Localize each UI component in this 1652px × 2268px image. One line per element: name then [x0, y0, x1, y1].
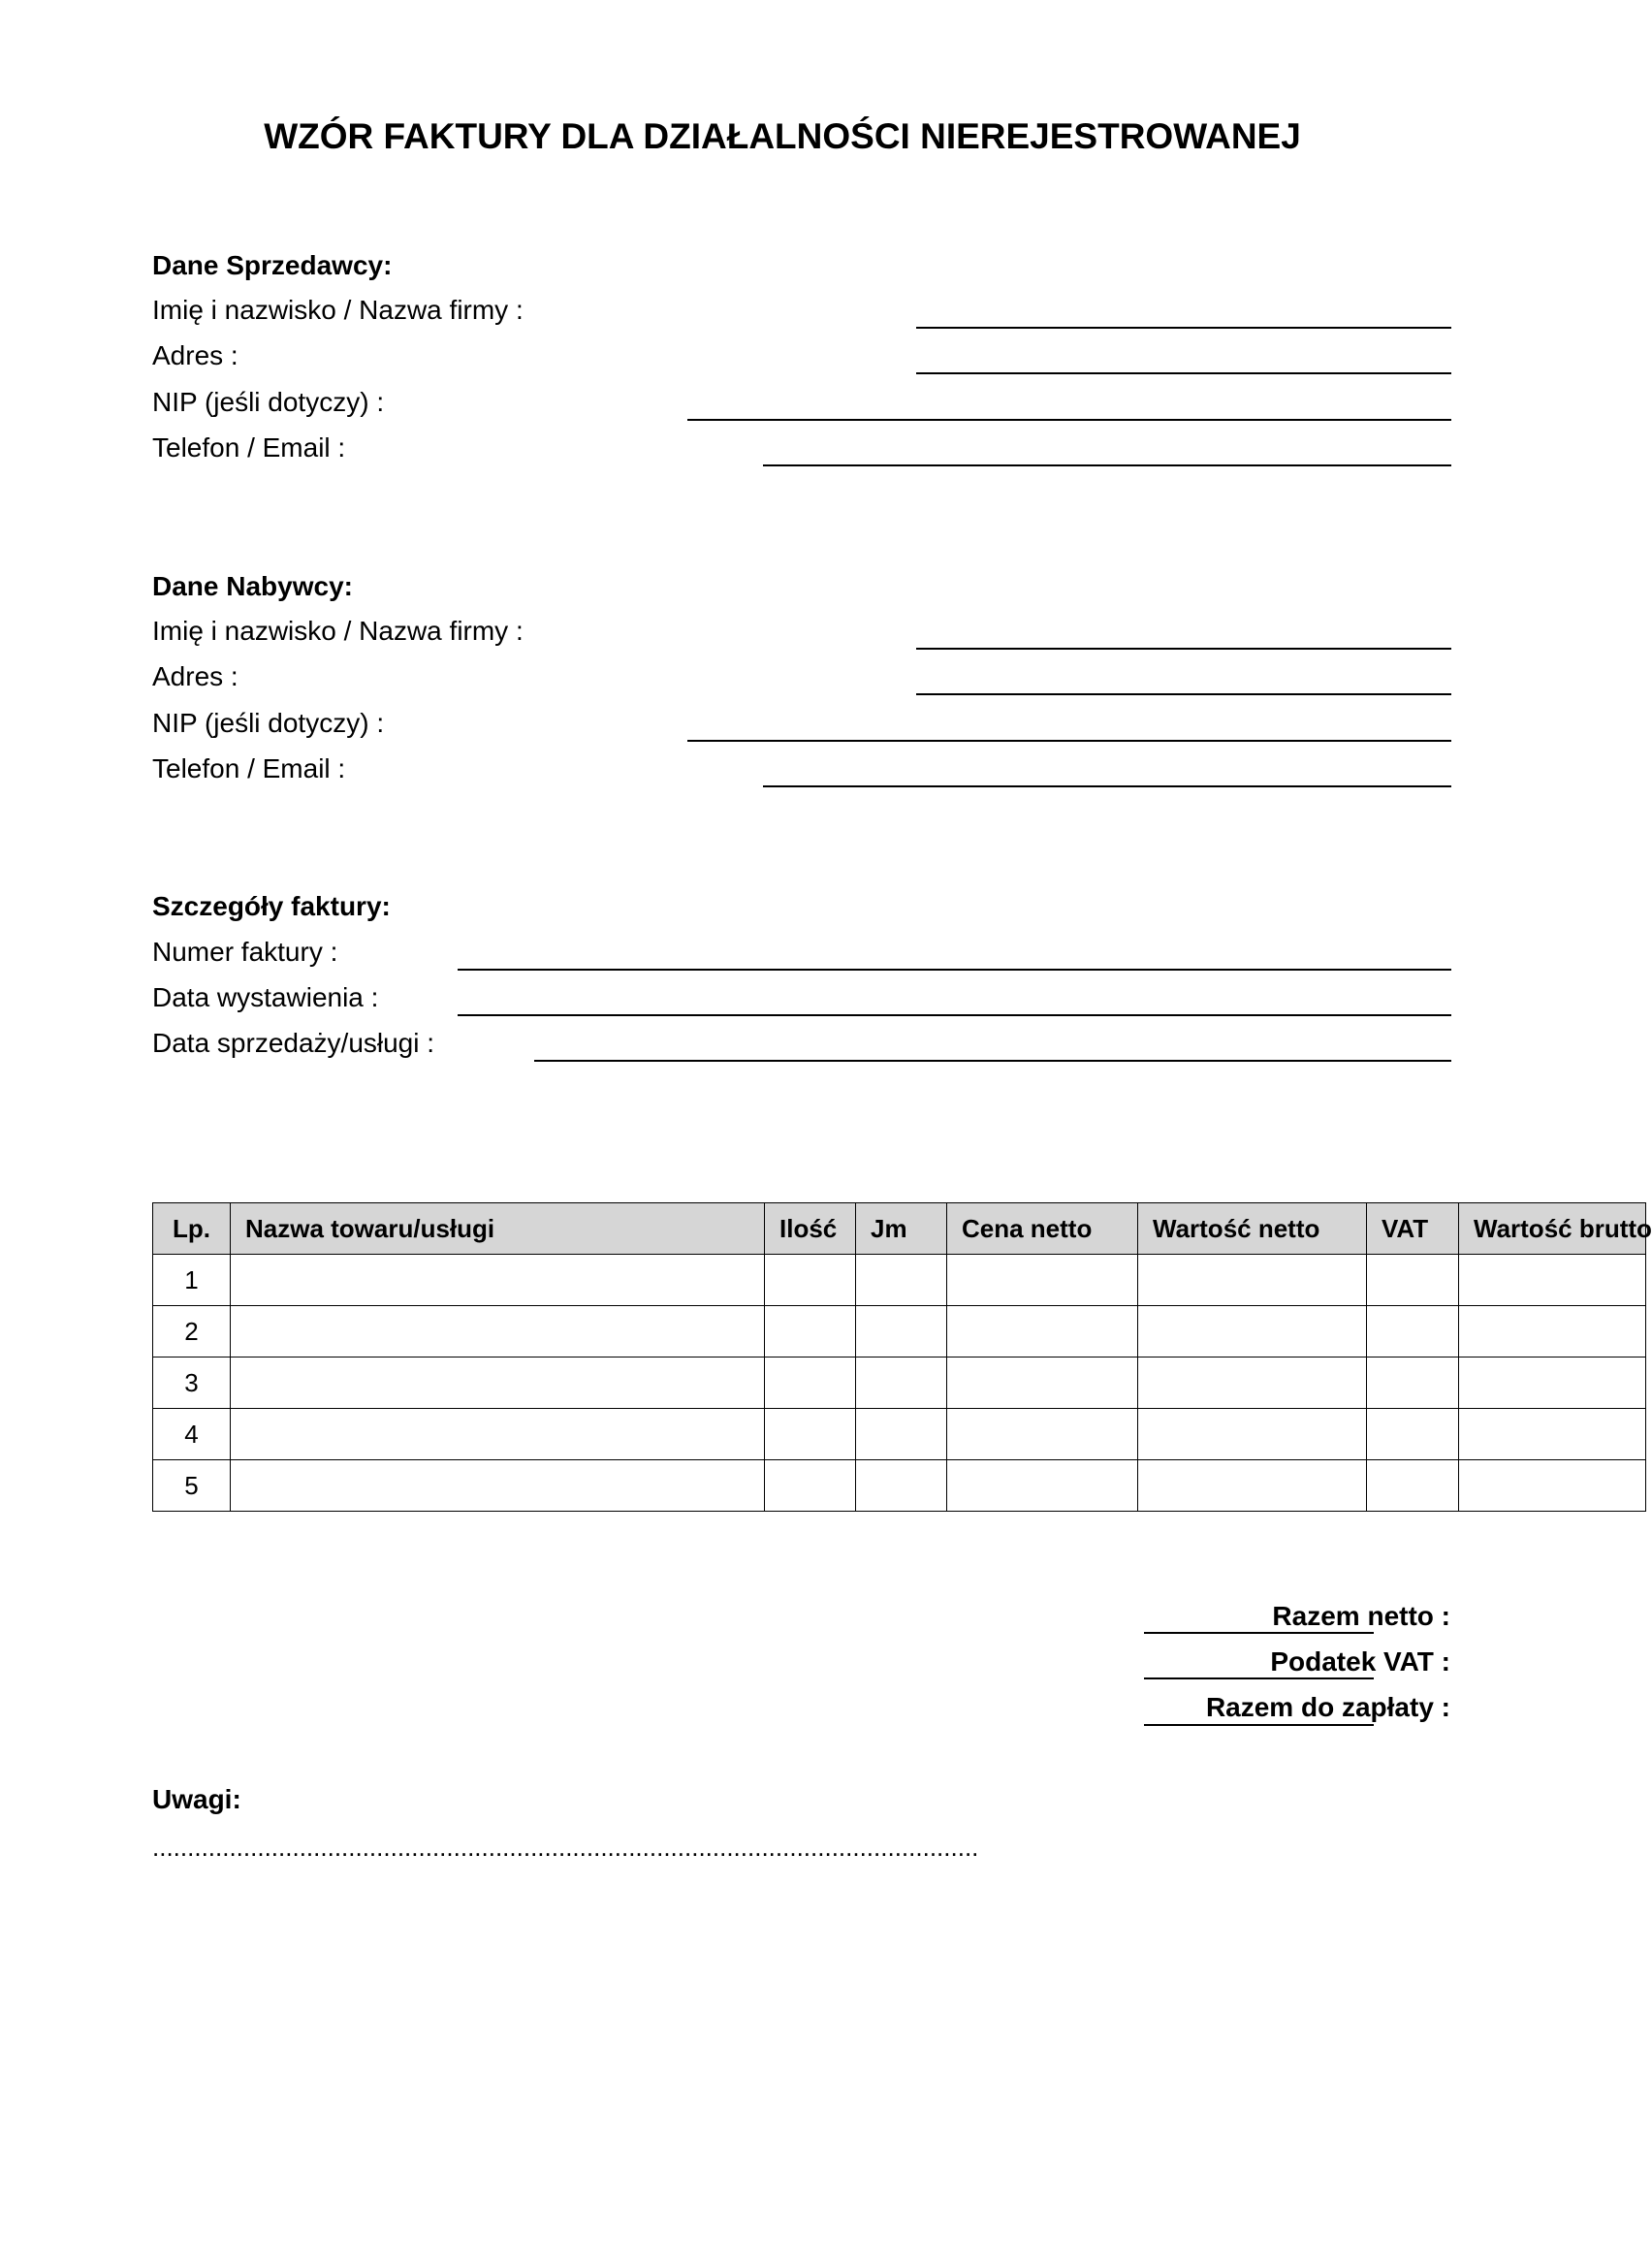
sale-date-label: Data sprzedaży/usługi :	[152, 1028, 435, 1058]
header-net-value: Wartość netto	[1138, 1203, 1367, 1255]
net-price-cell[interactable]	[947, 1255, 1138, 1306]
buyer-nip-field[interactable]	[687, 740, 1451, 742]
net-price-cell[interactable]	[947, 1306, 1138, 1358]
item-name-cell[interactable]	[231, 1460, 765, 1512]
items-table	[152, 1202, 1652, 1512]
net-value-cell[interactable]	[1138, 1460, 1367, 1512]
quantity-cell[interactable]	[765, 1358, 856, 1409]
header-lp: Lp.	[153, 1203, 231, 1255]
net-value-cell[interactable]	[1138, 1255, 1367, 1306]
invoice-number-label: Numer faktury :	[152, 937, 338, 967]
net-value-cell[interactable]	[1138, 1306, 1367, 1358]
buyer-name-field[interactable]	[916, 648, 1451, 650]
header-item-name: Nazwa towaru/usługi	[231, 1203, 765, 1255]
header-vat: VAT	[1367, 1203, 1459, 1255]
seller-contact-field[interactable]	[763, 464, 1451, 466]
item-name-cell[interactable]	[231, 1306, 765, 1358]
table-row	[153, 1358, 1646, 1409]
seller-name-field[interactable]	[916, 327, 1451, 329]
unit-cell[interactable]	[856, 1409, 947, 1460]
buyer-address-field[interactable]	[916, 693, 1451, 695]
quantity-cell[interactable]	[765, 1409, 856, 1460]
row-number: 2	[153, 1306, 231, 1358]
vat-tax-label: Podatek VAT :	[1270, 1646, 1450, 1677]
total-due-field[interactable]	[1144, 1724, 1374, 1726]
gross-value-cell[interactable]	[1459, 1255, 1646, 1306]
net-value-cell[interactable]	[1138, 1409, 1367, 1460]
issue-date-label: Data wystawienia :	[152, 982, 379, 1012]
net-price-cell[interactable]	[947, 1358, 1138, 1409]
header-quantity: Ilość	[765, 1203, 856, 1255]
notes-heading: Uwagi:	[152, 1784, 241, 1814]
table-row	[153, 1460, 1646, 1512]
seller-address-label: Adres :	[152, 340, 238, 370]
unit-cell[interactable]	[856, 1306, 947, 1358]
net-price-cell[interactable]	[947, 1409, 1138, 1460]
quantity-cell[interactable]	[765, 1255, 856, 1306]
total-due-label: Razem do zapłaty :	[1205, 1692, 1450, 1722]
row-number: 3	[153, 1358, 231, 1409]
vat-cell[interactable]	[1367, 1306, 1459, 1358]
vat-cell[interactable]	[1367, 1409, 1459, 1460]
row-number: 1	[153, 1255, 231, 1306]
invoice-details-heading: Szczegóły faktury:	[152, 891, 391, 921]
row-number: 4	[153, 1409, 231, 1460]
table-row	[153, 1409, 1646, 1460]
vat-cell[interactable]	[1367, 1358, 1459, 1409]
buyer-heading: Dane Nabywcy:	[152, 571, 353, 601]
quantity-cell[interactable]	[765, 1460, 856, 1512]
document-title: WZÓR FAKTURY DLA DZIAŁALNOŚCI NIEREJESTROWANEJ	[264, 116, 1301, 156]
sale-date-field[interactable]	[534, 1060, 1451, 1062]
net-total-label: Razem netto :	[1272, 1601, 1450, 1631]
item-name-cell[interactable]	[231, 1358, 765, 1409]
header-net-price: Cena netto	[947, 1203, 1138, 1255]
vat-tax-field[interactable]	[1144, 1677, 1374, 1679]
invoice-number-field[interactable]	[458, 969, 1451, 971]
buyer-name-label: Imię i nazwisko / Nazwa firmy :	[152, 616, 524, 646]
buyer-address-label: Adres :	[152, 661, 238, 691]
unit-cell[interactable]	[856, 1255, 947, 1306]
unit-cell[interactable]	[856, 1358, 947, 1409]
header-gross-value: Wartość brutto	[1459, 1203, 1646, 1255]
gross-value-cell[interactable]	[1459, 1460, 1646, 1512]
net-value-cell[interactable]	[1138, 1358, 1367, 1409]
vat-cell[interactable]	[1367, 1460, 1459, 1512]
buyer-nip-label: NIP (jeśli dotyczy) :	[152, 708, 385, 738]
notes-field[interactable]: ......................................................................................................................	[152, 1833, 979, 1862]
quantity-cell[interactable]	[765, 1306, 856, 1358]
buyer-contact-field[interactable]	[763, 785, 1451, 787]
vat-cell[interactable]	[1367, 1255, 1459, 1306]
seller-address-field[interactable]	[916, 372, 1451, 374]
net-price-cell[interactable]	[947, 1460, 1138, 1512]
table-header-row	[153, 1203, 1646, 1255]
seller-nip-field[interactable]	[687, 419, 1451, 421]
issue-date-field[interactable]	[458, 1014, 1451, 1016]
item-name-cell[interactable]	[231, 1409, 765, 1460]
gross-value-cell[interactable]	[1459, 1409, 1646, 1460]
table-row	[153, 1255, 1646, 1306]
gross-value-cell[interactable]	[1459, 1306, 1646, 1358]
seller-name-label: Imię i nazwisko / Nazwa firmy :	[152, 295, 524, 325]
header-unit: Jm	[856, 1203, 947, 1255]
net-total-field[interactable]	[1144, 1632, 1374, 1634]
unit-cell[interactable]	[856, 1460, 947, 1512]
seller-nip-label: NIP (jeśli dotyczy) :	[152, 387, 385, 417]
table-row	[153, 1306, 1646, 1358]
gross-value-cell[interactable]	[1459, 1358, 1646, 1409]
buyer-contact-label: Telefon / Email :	[152, 753, 346, 783]
seller-contact-label: Telefon / Email :	[152, 432, 346, 463]
seller-heading: Dane Sprzedawcy:	[152, 250, 393, 280]
row-number: 5	[153, 1460, 231, 1512]
item-name-cell[interactable]	[231, 1255, 765, 1306]
